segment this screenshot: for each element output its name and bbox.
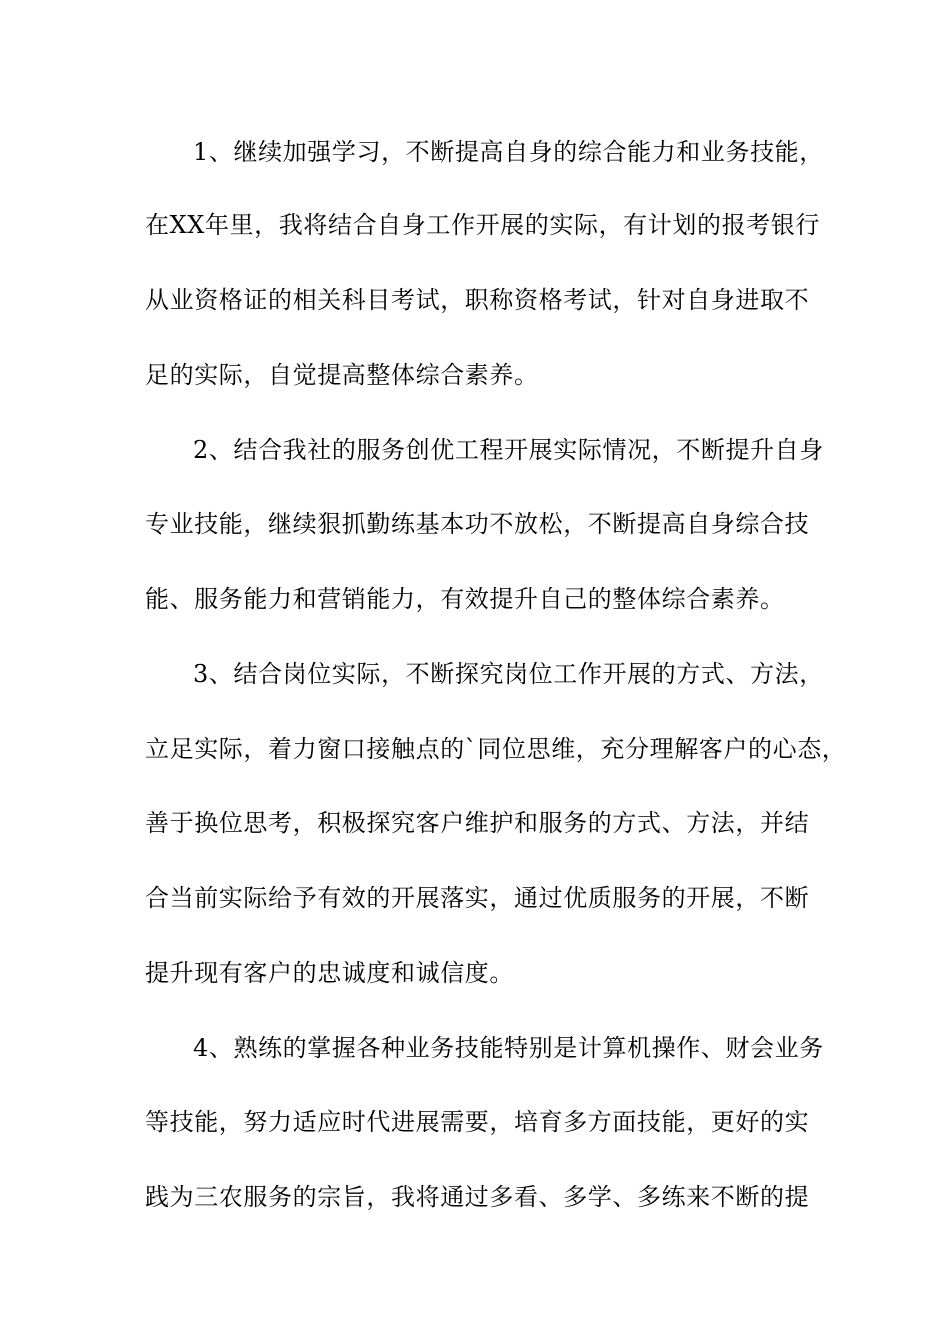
paragraph-4-line-3: 践为三农服务的宗旨，我将通过多看、多学、多练来不断的提 — [145, 1183, 810, 1211]
paragraph-4-line-1: 4、熟练的掌握各种业务技能特别是计算机操作、财会业务 — [193, 1034, 824, 1062]
paragraph-3-line-3: 善于换位思考，积极探究客户维护和服务的方式、方法，并结 — [145, 809, 810, 837]
paragraph-3-line-4: 合当前实际给予有效的开展落实，通过优质服务的开展，不断 — [145, 884, 810, 912]
paragraph-3-line-5: 提升现有客户的忠诚度和诚信度。 — [145, 959, 514, 987]
paragraph-1-line-3: 从业资格证的相关科目考试，职称资格考试，针对自身进取不 — [145, 286, 810, 314]
paragraph-4-line-2: 等技能，努力适应时代进展需要，培育多方面技能，更好的实 — [145, 1108, 810, 1136]
paragraph-2-line-3: 能、服务能力和营销能力，有效提升自己的整体综合素养。 — [145, 585, 785, 613]
paragraph-2-line-2: 专业技能，继续狠抓勤练基本功不放松，不断提高自身综合技 — [145, 510, 810, 538]
paragraph-3-line-1: 3、结合岗位实际，不断探究岗位工作开展的方式、方法， — [193, 660, 824, 688]
paragraph-1-line-4: 足的实际，自觉提高整体综合素养。 — [145, 361, 539, 389]
paragraph-1-line-1: 1、继续加强学习，不断提高自身的综合能力和业务技能， — [193, 138, 824, 166]
paragraph-2-line-1: 2、结合我社的服务创优工程开展实际情况，不断提升自身 — [193, 436, 824, 464]
paragraph-3-line-2: 立足实际，着力窗口接触点的`同位思维，充分理解客户的心态， — [145, 735, 847, 763]
paragraph-1-line-2: 在XX年里，我将结合自身工作开展的实际，有计划的报考银行 — [145, 211, 820, 239]
